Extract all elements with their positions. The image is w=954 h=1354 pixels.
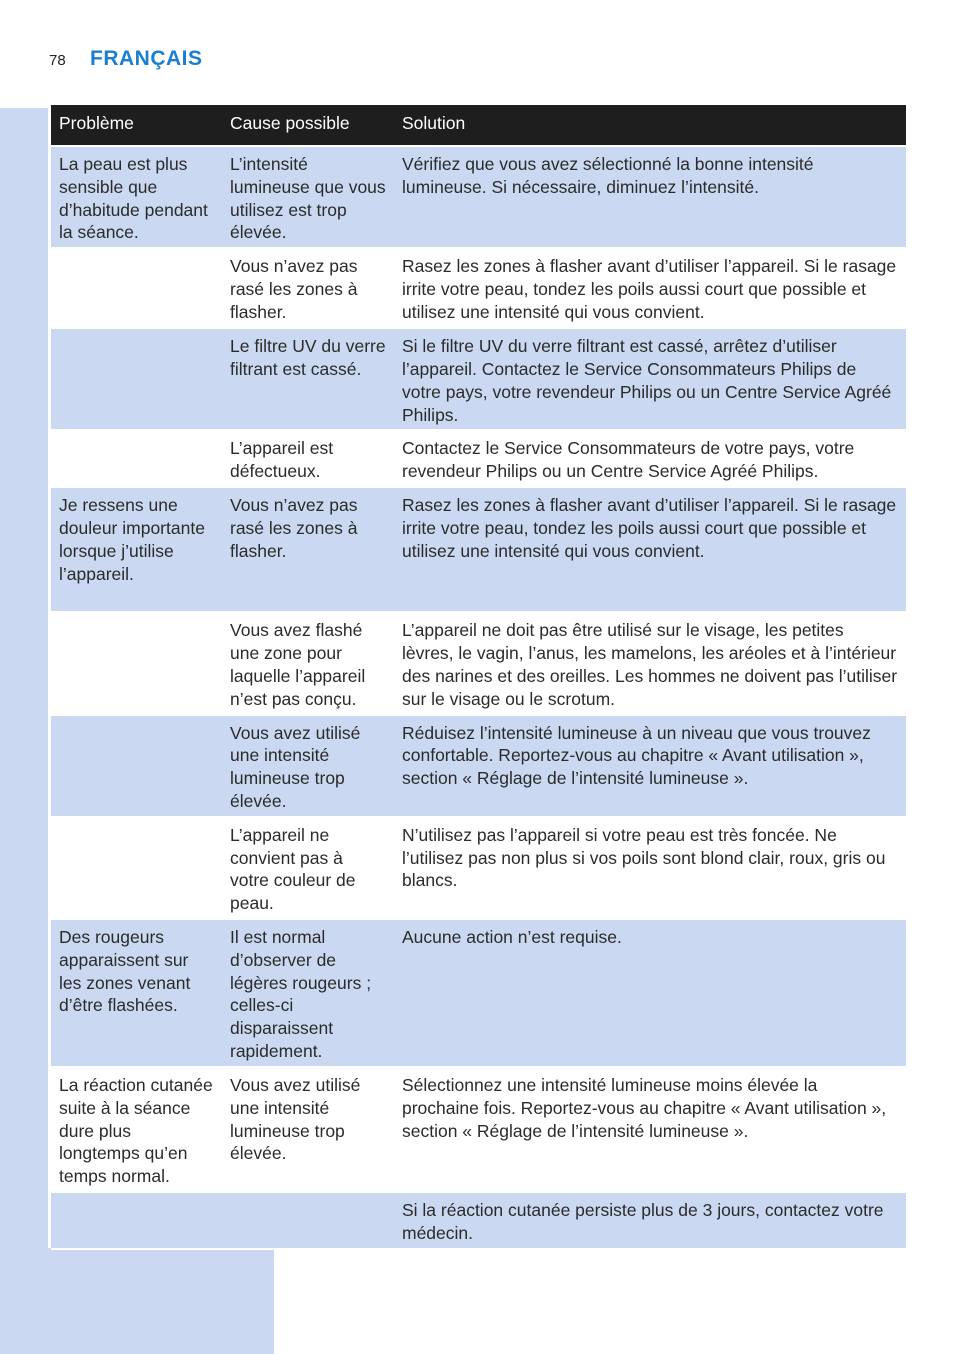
cause-cell: Vous avez flashé une zone pour laquelle l’appareil n’est pas conçu. (222, 612, 394, 714)
table-row (51, 146, 906, 248)
problem-cell: Des rougeurs apparaissent sur les zones venant d’être flashées. (51, 919, 222, 1067)
cause-cell: L’appareil est défectueux. (222, 430, 394, 487)
solution-cell: Réduisez l’intensité lumineuse à un niveau que vous trouvez confortable. Reportez-vous au chapitre « Avant utilisation », section « Réglage de l’intensité lumineuse ». (394, 715, 906, 817)
solution-cell: L’appareil ne doit pas être utilisé sur le visage, les petites lèvres, le vagin, l’anus, les mamelons, les aréoles et à l’intérieur des narines et des oreilles. Les hommes ne doivent pas l’utiliser sur le visage ou le scrotum. (394, 612, 906, 714)
problem-cell (51, 817, 222, 919)
page-number: 78 (49, 52, 66, 69)
solution-cell: Rasez les zones à flasher avant d’utiliser l’appareil. Si le rasage irrite votre peau, tondez les poils aussi court que possible et utilisez une intensité qui vous convient. (394, 487, 906, 612)
table-row (51, 817, 906, 919)
problem-cell (51, 612, 222, 714)
cause-cell: L’appareil ne convient pas à votre couleur de peau. (222, 817, 394, 919)
cause-cell: L’intensité lumineuse que vous utilisez est trop élevée. (222, 146, 394, 248)
problem-cell: La peau est plus sensible que d’habitude pendant la séance. (51, 146, 222, 248)
troubleshooting-table (51, 105, 906, 1250)
cause-cell: Vous n’avez pas rasé les zones à flasher. (222, 487, 394, 612)
section-title: FRANÇAIS (90, 47, 203, 70)
cause-cell: Vous avez utilisé une intensité lumineuse trop élevée. (222, 1067, 394, 1192)
column-header-problem: Problème (51, 105, 222, 146)
problem-cell (51, 328, 222, 430)
column-header-solution: Solution (394, 105, 906, 146)
table-header-row (51, 105, 906, 146)
column-header-cause: Cause possible (222, 105, 394, 146)
table-row (51, 487, 906, 612)
table-row (51, 430, 906, 487)
table-row (51, 248, 906, 328)
table-row (51, 715, 906, 817)
solution-cell: Si la réaction cutanée persiste plus de 3 jours, contactez votre médecin. (394, 1192, 906, 1249)
problem-cell (51, 248, 222, 328)
solution-cell: Si le filtre UV du verre filtrant est cassé, arrêtez d’utiliser l’appareil. Contactez le Service Consommateurs Philips de votre pays, votre revendeur Philips ou un Centre Service Agréé Philips. (394, 328, 906, 430)
cause-cell: Il est normal d’observer de légères rougeurs ; celles-ci disparaissent rapidement. (222, 919, 394, 1067)
solution-cell: Aucune action n’est requise. (394, 919, 906, 1067)
side-color-band (0, 108, 48, 1354)
solution-cell: N’utilisez pas l’appareil si votre peau est très foncée. Ne l’utilisez pas non plus si vos poils sont blond clair, roux, gris ou blancs. (394, 817, 906, 919)
problem-cell: Je ressens une douleur importante lorsque j’utilise l’appareil. (51, 487, 222, 612)
problem-cell: La réaction cutanée suite à la séance dure plus longtemps qu’en temps normal. (51, 1067, 222, 1192)
solution-cell: Contactez le Service Consommateurs de votre pays, votre revendeur Philips ou un Centre Service Agréé Philips. (394, 430, 906, 487)
problem-cell (51, 430, 222, 487)
solution-cell: Rasez les zones à flasher avant d’utiliser l’appareil. Si le rasage irrite votre peau, tondez les poils aussi court que possible et utilisez une intensité qui vous convient. (394, 248, 906, 328)
cause-cell: Vous n’avez pas rasé les zones à flasher. (222, 248, 394, 328)
cause-cell: Le filtre UV du verre filtrant est cassé. (222, 328, 394, 430)
problem-cell (51, 1192, 222, 1249)
table-row (51, 1067, 906, 1192)
solution-cell: Vérifiez que vous avez sélectionné la bonne intensité lumineuse. Si nécessaire, diminuez l’intensité. (394, 146, 906, 248)
table-row (51, 612, 906, 714)
solution-cell: Sélectionnez une intensité lumineuse moins élevée la prochaine fois. Reportez-vous au chapitre « Avant utilisation », section « Réglage de l’intensité lumineuse ». (394, 1067, 906, 1192)
table-row (51, 1192, 906, 1249)
cause-cell (222, 1192, 394, 1249)
table-row (51, 919, 906, 1067)
bottom-color-band (0, 1248, 274, 1354)
table-row (51, 328, 906, 430)
cause-cell: Vous avez utilisé une intensité lumineuse trop élevée. (222, 715, 394, 817)
problem-cell (51, 715, 222, 817)
